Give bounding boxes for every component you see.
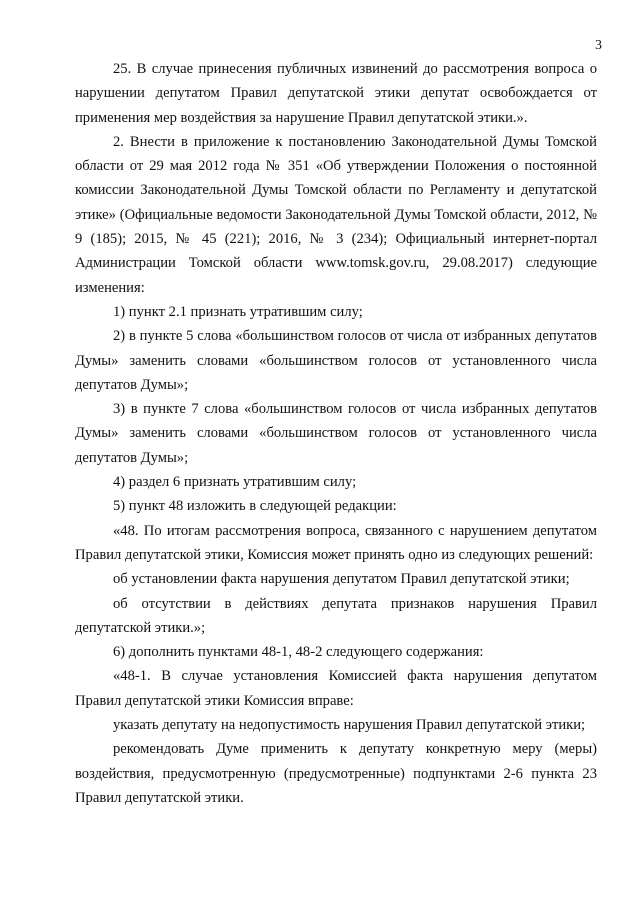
paragraph-item-1: 1) пункт 2.1 признать утратившим силу; [113,303,363,320]
paragraph-item-2: 2) в пункте 5 слова «большинством голосов от числа от избранных депутатов Думы» заменить словами «большинством голосов от установленного числа депутатов Думы»; [75,328,597,393]
paragraph-item-4: 4) раздел 6 признать утратившим силу; [113,474,357,491]
paragraph-point-48: «48. По итогам рассмотрения вопроса, связанного с нарушением депутатом Правил депутатской этики, Комиссия может принять одно из следующих решений: [75,522,597,563]
page-number: 3 [595,38,602,53]
paragraph-decision-1: об установлении факта нарушения депутатом Правил депутатской этики; [113,571,570,588]
paragraph-point-48-1: «48-1. В случае установления Комиссией факта нарушения депутатом Правил депутатской этики Комиссия вправе: [75,668,597,709]
paragraph-right-1: указать депутату на недопустимость нарушения Правил депутатской этики; [113,717,586,734]
paragraph-item-3: 3) в пункте 7 слова «большинством голосов от числа избранных депутатов Думы» заменить словами «большинством голосов от установленного числа депутатов Думы»; [75,401,597,466]
paragraph-item-6: 6) дополнить пунктами 48-1, 48-2 следующего содержания: [113,644,484,661]
paragraph-point-25: 25. В случае принесения публичных извинений до рассмотрения вопроса о нарушении депутатом Правил депутатской этики депутат освобождается от применения мер воздействия за нарушение Правил депутатской этики.». [75,61,597,126]
document-body [75,57,597,810]
paragraph-decision-2: об отсутствии в действиях депутата признаков нарушения Правил депутатской этики.»; [75,595,597,636]
paragraph-right-2: рекомендовать Думе применить к депутату конкретную меру (меры) воздействия, предусмотренную (предусмотренные) подпунктами 2-6 пункта 23 Правил депутатской этики. [75,741,597,806]
paragraph-section-2: 2. Внести в приложение к постановлению Законодательной Думы Томской области от 29 мая 2012 года № 351 «Об утверждении Положения о постоянной комиссии Законодательной Думы Томской области по Регламенту и депутатской этике» (Официальные ведомости Законодательной Думы Томской области, 2012, № 9 (185); 2015, № 45 (221); 2016, № 3 (234); Официальный интернет-портал Администрации Томской области www.tomsk.gov.ru, 29.08.2017) следующие изменения: [75,133,597,296]
paragraph-item-5: 5) пункт 48 изложить в следующей редакции: [113,498,397,515]
